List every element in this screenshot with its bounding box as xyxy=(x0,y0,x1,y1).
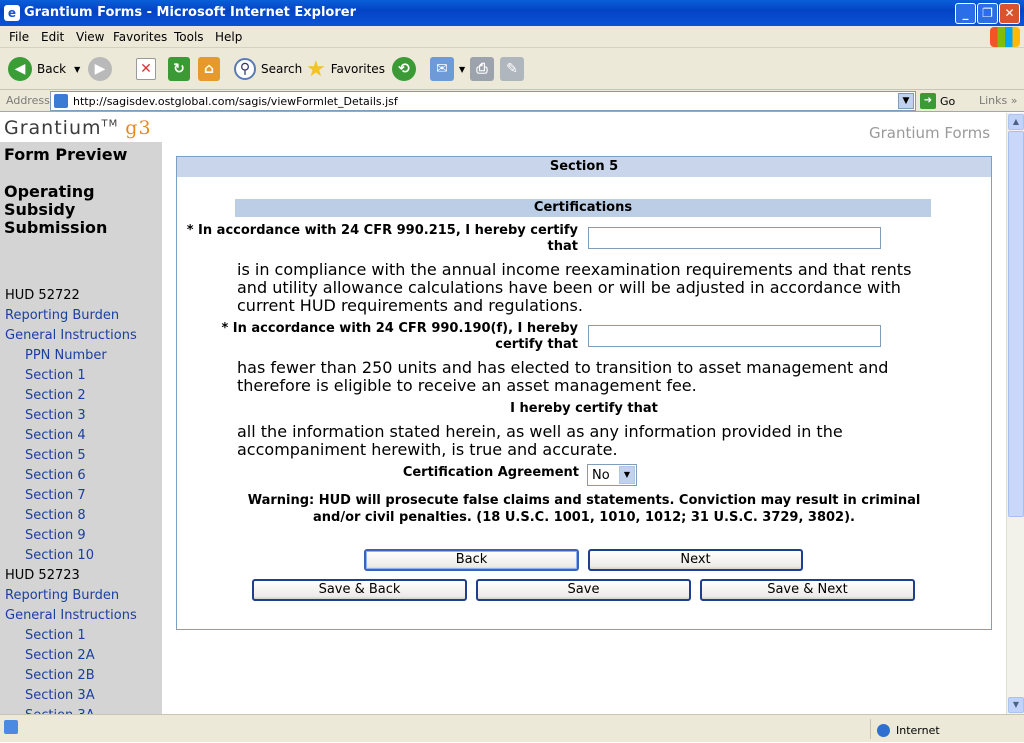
sidebar-item-section-3[interactable]: Section 3 xyxy=(25,408,86,423)
form-preview-heading: Form Preview xyxy=(4,145,128,164)
address-dropdown-icon[interactable]: ▼ xyxy=(898,93,914,109)
sidebar-item-section-8[interactable]: Section 8 xyxy=(25,508,86,523)
chevron-down-icon: ▼ xyxy=(619,466,635,484)
back-form-button[interactable]: Back xyxy=(364,549,579,571)
q1-input[interactable] xyxy=(588,227,881,249)
sidebar-item-section-1-b[interactable]: Section 1 xyxy=(25,628,86,643)
windows-logo-icon xyxy=(990,27,1020,47)
sidebar-item-section-3a[interactable]: Section 3A xyxy=(25,688,95,703)
security-zone: Internet xyxy=(870,719,940,739)
q2-input[interactable] xyxy=(588,325,881,347)
home-icon: ⌂ xyxy=(198,57,220,81)
print-icon: ⎙ xyxy=(470,57,494,81)
status-bar xyxy=(0,714,1024,742)
sidebar-item-general-instructions-2[interactable]: General Instructions xyxy=(5,608,137,623)
menu-bar xyxy=(0,26,1024,48)
vertical-scrollbar[interactable] xyxy=(1006,113,1024,714)
sidebar-item-section-1[interactable]: Section 1 xyxy=(25,368,86,383)
refresh-icon: ↻ xyxy=(168,57,190,81)
refresh-button[interactable] xyxy=(168,56,195,82)
sidebar-item-section-9[interactable]: Section 9 xyxy=(25,528,86,543)
sidebar-item-section-5[interactable]: Section 5 xyxy=(25,448,86,463)
q1-text: is in compliance with the annual income reexamination requirements and that rents and utility allowance calculations have been or will be adjusted in accordance with current HUD requirements and regulations. xyxy=(237,260,912,315)
go-arrow-icon: ➜ xyxy=(920,93,936,109)
home-button[interactable] xyxy=(198,56,225,82)
window-title-bar xyxy=(0,0,1024,26)
window-title: Grantium Forms - Microsoft Internet Explorer xyxy=(24,5,356,20)
menu-edit[interactable]: Edit xyxy=(41,30,65,44)
sidebar-item-section-10[interactable]: Section 10 xyxy=(25,548,94,563)
form-title: Operating Subsidy Submission xyxy=(4,182,108,237)
stop-icon: ✕ xyxy=(136,58,156,80)
save-back-button[interactable]: Save & Back xyxy=(252,579,467,601)
menu-tools[interactable]: Tools xyxy=(174,30,204,44)
address-bar xyxy=(0,90,1024,112)
address-label: Address xyxy=(6,94,50,107)
globe-icon xyxy=(877,724,890,737)
sidebar-item-section-4[interactable]: Section 4 xyxy=(25,428,86,443)
page-icon xyxy=(54,94,68,108)
section-title: Section 5 xyxy=(177,157,991,177)
scroll-up-icon[interactable]: ▲ xyxy=(1008,114,1024,130)
sidebar xyxy=(0,142,162,717)
q2-label: * In accordance with 24 CFR 990.190(f), I hereby certify that xyxy=(221,321,578,352)
forward-button[interactable] xyxy=(88,56,117,82)
minimize-button[interactable]: _ xyxy=(955,3,976,24)
sidebar-hud-52722: HUD 52722 xyxy=(5,288,80,303)
history-icon: ⟲ xyxy=(392,57,416,81)
toolbar xyxy=(0,48,1024,90)
page-content xyxy=(0,113,1006,714)
sidebar-item-section-6[interactable]: Section 6 xyxy=(25,468,86,483)
sidebar-item-ppn-number[interactable]: PPN Number xyxy=(25,348,107,363)
next-button[interactable]: Next xyxy=(588,549,803,571)
mail-icon: ✉ xyxy=(430,57,454,81)
warning-text: Warning: HUD will prosecute false claims and statements. Conviction may result in criminal and/or civil penalties. (18 U.S.C. 1001, 1010, 1012; 31 U.S.C. 3729, 3802). xyxy=(247,493,921,525)
menu-favorites[interactable]: Favorites xyxy=(113,30,168,44)
scroll-thumb[interactable] xyxy=(1008,131,1024,517)
menu-file[interactable]: File xyxy=(9,30,30,44)
history-button[interactable] xyxy=(392,56,421,82)
links-button[interactable]: Links » xyxy=(979,94,1018,107)
back-arrow-icon: ◀ xyxy=(8,57,32,81)
menu-view[interactable]: View xyxy=(76,30,105,44)
section-panel xyxy=(176,156,992,630)
grantium-forms-label: Grantium Forms xyxy=(869,124,991,142)
mail-dropdown-icon[interactable]: ▼ xyxy=(459,64,466,74)
save-button[interactable]: Save xyxy=(476,579,691,601)
ie-icon: e xyxy=(4,5,20,21)
q2-text: has fewer than 250 units and has elected to transition to asset management and therefore is eligible to receive an asset management fee. xyxy=(237,358,889,395)
q3-label: I hereby certify that xyxy=(510,401,658,416)
search-button[interactable]: ⚲ Search xyxy=(234,56,302,82)
q3-text: all the information stated herein, as well as any information provided in the accompaniment herewith, is true and accurate. xyxy=(237,422,843,459)
sidebar-item-section-7[interactable]: Section 7 xyxy=(25,488,86,503)
sidebar-item-reporting-burden-2[interactable]: Reporting Burden xyxy=(5,588,120,603)
grantium-logo: Grantium™ g3 xyxy=(4,117,152,139)
restore-button[interactable]: ❐ xyxy=(977,3,998,24)
address-input[interactable]: http://sagisdev.ostglobal.com/sagis/viewFormlet_Details.jsf ▼ xyxy=(50,91,916,111)
search-icon: ⚲ xyxy=(234,58,256,80)
forward-arrow-icon: ▶ xyxy=(88,57,112,81)
sidebar-item-section-2b[interactable]: Section 2B xyxy=(25,668,95,683)
save-next-button[interactable]: Save & Next xyxy=(700,579,915,601)
certification-agreement-label: Certification Agreement xyxy=(402,465,579,480)
certifications-header: Certifications xyxy=(235,199,931,217)
close-button[interactable]: ✕ xyxy=(999,3,1020,24)
edit-button[interactable] xyxy=(500,56,529,82)
sidebar-item-reporting-burden[interactable]: Reporting Burden xyxy=(5,308,120,323)
sidebar-item-section-2[interactable]: Section 2 xyxy=(25,388,86,403)
favorites-button[interactable]: ★ Favorites xyxy=(306,56,385,82)
page-status-icon xyxy=(4,720,18,734)
menu-help[interactable]: Help xyxy=(215,30,243,44)
star-icon: ★ xyxy=(306,56,326,82)
back-dropdown-icon[interactable]: ▼ xyxy=(74,64,81,74)
sidebar-hud-52723: HUD 52723 xyxy=(5,568,80,583)
edit-icon: ✎ xyxy=(500,57,524,81)
back-button[interactable]: ◀ Back ▼ xyxy=(8,56,80,82)
stop-button[interactable] xyxy=(136,56,161,82)
certification-agreement-select[interactable]: No ▼ xyxy=(587,464,637,486)
sidebar-item-general-instructions[interactable]: General Instructions xyxy=(5,328,137,343)
sidebar-item-section-2a[interactable]: Section 2A xyxy=(25,648,95,663)
go-button[interactable]: ➜ Go xyxy=(920,93,955,109)
scroll-down-icon[interactable]: ▼ xyxy=(1008,697,1024,713)
q1-label: * In accordance with 24 CFR 990.215, I hereby certify that xyxy=(186,223,578,254)
print-button[interactable] xyxy=(470,56,499,82)
mail-button[interactable] xyxy=(430,56,465,82)
